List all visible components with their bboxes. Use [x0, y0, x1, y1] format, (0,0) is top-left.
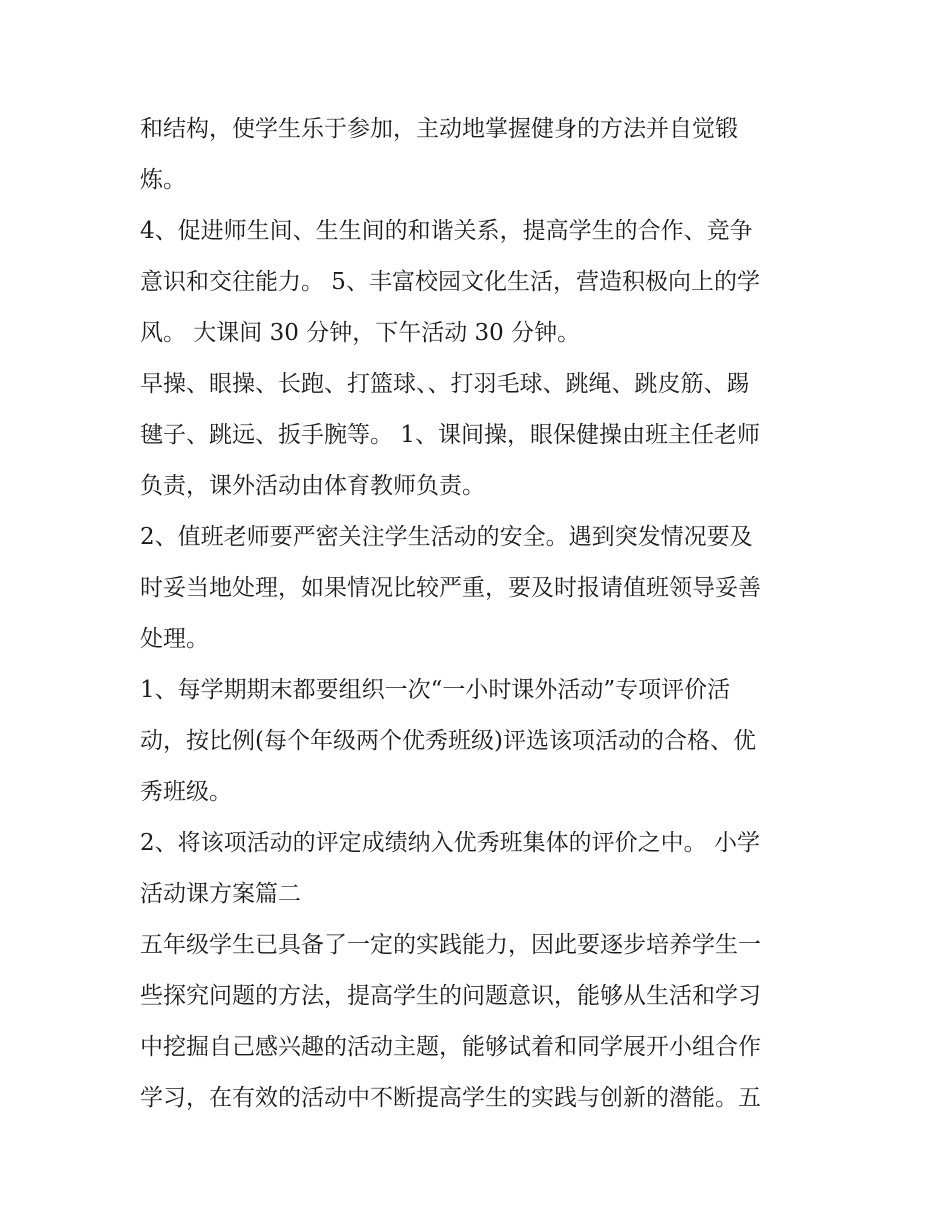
text-line: 2、值班老师要严密关注学生活动的安全。遇到突发情况要及	[140, 524, 753, 550]
text-line: 风。 大课间 30 分钟，下午活动 30 分钟。	[140, 320, 581, 346]
text-line: 负责，课外活动由体育教师负责。	[140, 473, 485, 499]
text-line: 时妥当地处理，如果情况比较严重，要及时报请值班领导妥善	[140, 575, 761, 601]
text-line: 活动课方案篇二	[140, 881, 301, 907]
text-line: 炼。	[140, 167, 186, 193]
text-line: 和结构，使学生乐于参加，主动地掌握健身的方法并自觉锻	[140, 116, 738, 142]
text-line: 动，按比例(每个年级两个优秀班级)评选该项活动的合格、优	[140, 728, 756, 754]
text-line: 中挖掘自己感兴趣的活动主题，能够试着和同学展开小组合作	[140, 1034, 761, 1060]
text-line: 学习，在有效的活动中不断提高学生的实践与创新的潜能。五	[140, 1085, 761, 1111]
text-line: 1、每学期期末都要组织一次“一小时课外活动”专项评价活	[140, 677, 731, 703]
text-line: 2、将该项活动的评定成绩纳入优秀班集体的评价之中。 小学	[140, 830, 760, 856]
text-line: 处理。	[140, 626, 209, 652]
body-text	[140, 104, 820, 1124]
text-line: 些探究问题的方法，提高学生的问题意识，能够从生活和学习	[140, 983, 761, 1009]
text-line: 秀班级。	[140, 779, 232, 805]
text-line: 早操、眼操、长跑、打篮球、、打羽毛球、跳绳、跳皮筋、踢	[140, 371, 750, 397]
text-line: 毽子、跳远、扳手腕等。 1、课间操，眼保健操由班主任老师	[140, 422, 760, 448]
text-line: 4、促进师生间、生生间的和谐关系，提高学生的合作、竞争	[140, 218, 753, 244]
text-line: 五年级学生已具备了一定的实践能力，因此要逐步培养学生一	[140, 932, 761, 958]
text-line: 意识和交往能力。 5、丰富校园文化生活，营造积极向上的学	[140, 269, 760, 295]
